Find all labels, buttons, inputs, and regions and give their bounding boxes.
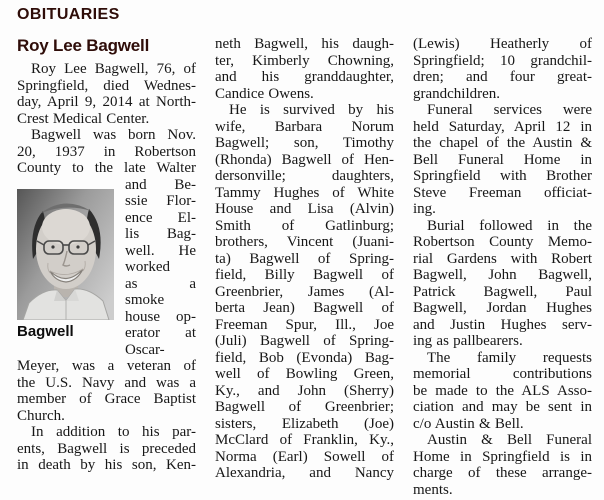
text-line: Springfield with Brother xyxy=(413,168,592,184)
paragraph xyxy=(17,358,196,424)
text-line: and his granddaughter, xyxy=(215,69,394,85)
columns-container xyxy=(17,36,592,498)
text-line: Tammy Hughes of White xyxy=(215,184,394,201)
text-line: Home in Springfield is in xyxy=(413,448,592,465)
text-line: day, April 9, 2014 at North- xyxy=(17,94,196,110)
paragraph xyxy=(215,36,394,102)
text-line: (Lewis) Heatherly of xyxy=(413,36,592,52)
text-line: Roy Lee Bagwell, 76, of xyxy=(31,61,196,77)
text-line: lis Bag- xyxy=(125,226,196,242)
text-line: wife, Barbara Norum xyxy=(215,118,394,135)
text-line: Alexandria, and Nancy xyxy=(215,465,394,481)
text-line: Bagwell was born Nov. xyxy=(31,127,196,143)
paragraph xyxy=(17,424,196,474)
text-line: In addition to his par- xyxy=(31,424,196,440)
text-line: and Justin Hughes serv- xyxy=(413,316,592,333)
text-line: Bell Funeral Home in xyxy=(413,151,592,168)
column-1 xyxy=(17,36,196,498)
text-line: ents, Bagwell is preceded xyxy=(17,440,196,457)
text-line: sisters, Elizabeth (Joe) xyxy=(215,415,394,432)
paragraph xyxy=(17,127,196,177)
portrait-photo xyxy=(17,189,114,320)
text-line: neth Bagwell, his daugh- xyxy=(215,36,394,52)
text-line: Patrick Bagwell, Paul xyxy=(413,283,592,300)
text-line: Candice Owens. xyxy=(215,85,314,102)
text-line: ing. xyxy=(413,201,436,217)
column-3 xyxy=(413,36,592,498)
paragraph xyxy=(215,102,394,482)
text-line: The family requests xyxy=(427,349,592,366)
text-line: grandchildren. xyxy=(413,85,501,102)
text-line: ter, Kimberly Chowning, xyxy=(215,52,394,69)
text-line: charge of these arrange- xyxy=(413,465,592,481)
text-line: field, Billy Bagwell of xyxy=(215,267,394,283)
text-line: berta Jean) Bagwell of xyxy=(215,300,394,316)
paragraph xyxy=(413,102,592,218)
text-line: Steve Freeman officiat- xyxy=(413,184,592,201)
text-line: be made to the ALS Asso- xyxy=(413,382,592,399)
text-line: smoke xyxy=(125,292,165,308)
text-line: House and Lisa (Alvin) xyxy=(215,201,394,217)
text-line: ciation and may be sent in xyxy=(413,399,592,415)
photo-figure xyxy=(17,177,117,359)
text-line: Bagwell; son, Timothy xyxy=(215,135,394,151)
text-line: Funeral services were xyxy=(427,102,592,118)
text-line: c/o Austin & Bell. xyxy=(413,415,524,432)
text-line: erator at xyxy=(125,325,196,341)
text-line: brothers, Vincent (Juani- xyxy=(215,234,394,250)
text-line: Smith of Gatlinburg; xyxy=(215,217,394,234)
paragraph xyxy=(413,36,592,102)
text-line: and Be- xyxy=(125,176,196,193)
text-line: ments. xyxy=(413,481,453,498)
text-line: (Rhonda) Bagwell of Hen- xyxy=(215,151,394,168)
text-line: Crest Medical Center. xyxy=(17,110,150,127)
text-line: ence El- xyxy=(125,209,196,226)
text-line: He is survived by his xyxy=(229,102,394,118)
paragraph xyxy=(413,218,592,350)
text-line: house op- xyxy=(125,308,196,325)
text-line: field, Bob (Evonda) Bag- xyxy=(215,349,394,366)
text-line: ing as pallbearers. xyxy=(413,333,523,349)
wrapped-text-column xyxy=(125,177,196,359)
text-line: 20, 1937 in Robertson xyxy=(17,143,196,160)
text-line: Meyer, was a veteran of xyxy=(17,358,196,374)
photo-caption: Bagwell xyxy=(17,322,74,340)
text-line: (Juli) Bagwell of Spring- xyxy=(215,333,394,349)
paragraph xyxy=(413,432,592,498)
photo-text-wrap xyxy=(17,177,196,359)
paragraph xyxy=(413,350,592,433)
text-line: Burial followed in the xyxy=(427,217,592,234)
text-line: McClard of Franklin, Ky., xyxy=(215,432,394,448)
obituary-headline: Roy Lee Bagwell xyxy=(17,36,150,55)
text-line: ta) Bagwell of Spring- xyxy=(215,250,394,267)
text-line: Springfield, died Wednes- xyxy=(17,77,196,94)
text-line: dren; and four great- xyxy=(413,69,592,85)
paragraph xyxy=(17,61,196,127)
text-line: well. He xyxy=(125,242,196,259)
text-line: Robertson County Memo- xyxy=(413,234,592,250)
text-line: Church. xyxy=(17,407,65,424)
text-line: Norma (Earl) Sowell of xyxy=(215,448,394,465)
text-line: held Saturday, April 12 in xyxy=(413,118,592,135)
text-line: as a xyxy=(125,275,196,292)
text-line: worked xyxy=(125,259,170,275)
text-line: memorial contributions xyxy=(413,366,592,382)
text-line: Austin & Bell Funeral xyxy=(427,432,592,448)
text-line: Ky., and John (Sherry) xyxy=(215,382,394,399)
text-line: Greenbrier, James (Al- xyxy=(215,283,394,300)
text-line: Oscar- xyxy=(125,341,165,358)
text-line: Bagwell, Jordan Hughes xyxy=(413,300,592,316)
text-line: rial Gardens with Robert xyxy=(413,250,592,267)
text-line: Bagwell, John Bagwell, xyxy=(413,267,592,283)
text-line: member of Grace Baptist xyxy=(17,391,196,407)
text-line: well of Bowling Green, xyxy=(215,366,394,382)
text-line: County to the late Walter xyxy=(17,160,196,176)
text-line: Freeman Spur, Ill., Joe xyxy=(215,316,394,333)
section-title: OBITUARIES xyxy=(17,6,120,23)
text-line: dersonville; daughters, xyxy=(215,168,394,184)
text-line: the U.S. Navy and was a xyxy=(17,374,196,391)
text-line: Bagwell of Greenbrier; xyxy=(215,399,394,415)
text-line: in death by his son, Ken- xyxy=(17,457,196,473)
text-line: Springfield; 10 grandchil- xyxy=(413,52,592,69)
text-line: ssie Flor- xyxy=(125,193,196,209)
text-line: the chapel of the Austin & xyxy=(413,135,592,151)
column-2 xyxy=(215,36,394,498)
